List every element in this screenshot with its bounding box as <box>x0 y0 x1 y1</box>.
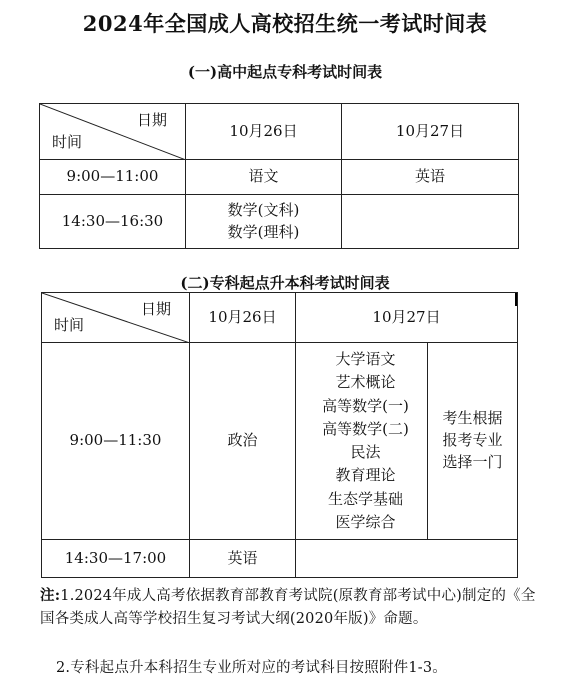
elective-note-cell <box>428 343 518 540</box>
date-label: 日期 <box>140 300 171 318</box>
note-line: 报考专业 <box>442 431 503 450</box>
note-line: 选择一门 <box>442 452 503 471</box>
subject-cell: 英语 <box>190 540 296 578</box>
table-row <box>40 160 519 195</box>
time-label: 时间 <box>52 133 83 152</box>
table-row <box>42 343 518 540</box>
list-item: 大学语文 <box>335 350 396 368</box>
section1-title: (一)高中起点专科考试时间表 <box>187 63 383 81</box>
subject-cell: 政治 <box>190 343 296 540</box>
empty-cell <box>342 195 519 249</box>
subject-item: 数学(文科) <box>227 200 300 219</box>
list-item: 民法 <box>350 443 381 461</box>
note-2: 2.专科起点升本科招生专业所对应的考试科目按照附件1-3。 <box>56 660 447 676</box>
list-item: 教育理论 <box>335 466 396 485</box>
day2-header: 10月27日 <box>342 104 519 160</box>
list-item: 医学综合 <box>335 512 396 531</box>
time-label: 时间 <box>54 316 85 335</box>
list-item: 生态学基础 <box>327 489 403 508</box>
schedule-table-1 <box>39 103 519 249</box>
note-line: 考生根据 <box>442 409 503 428</box>
empty-cell <box>296 540 518 578</box>
table-row <box>40 195 519 249</box>
note-1-text: 1.2024年成人高考依据教育部教育考试院(原教育部考试中心)制定的《全国各类成人高等学校招生复习考试大纲(2020年版)》命题。 <box>40 588 536 628</box>
note-lead: 注: <box>40 587 61 604</box>
subject-cell: 语文 <box>186 160 342 195</box>
list-item: 艺术概论 <box>335 373 396 392</box>
table-row <box>42 540 518 578</box>
note-1 <box>40 584 545 631</box>
day1-header: 10月26日 <box>186 104 342 160</box>
schedule-table-2 <box>41 292 518 578</box>
subject-item: 数学(理科) <box>227 222 300 241</box>
header-corner-cell <box>42 293 190 343</box>
list-item: 高等数学(一) <box>322 396 409 415</box>
subject-cell: 英语 <box>342 160 519 195</box>
date-label: 日期 <box>136 111 167 129</box>
time-cell: 9:00—11:30 <box>42 343 190 540</box>
table-header-row <box>40 104 519 160</box>
table-header-row <box>42 293 518 343</box>
elective-subject-list <box>296 343 428 540</box>
time-cell: 14:30—16:30 <box>40 195 186 249</box>
list-item: 高等数学(二) <box>322 419 409 438</box>
subject-cell <box>186 195 342 249</box>
page-title: 2024年全国成人高校招生统一考试时间表 <box>82 11 488 36</box>
header-corner-cell <box>40 104 186 160</box>
time-cell: 14:30—17:00 <box>42 540 190 578</box>
day1-header: 10月26日 <box>190 293 296 343</box>
time-cell: 9:00—11:00 <box>40 160 186 195</box>
section2-title: (二)专科起点升本科考试时间表 <box>180 274 390 292</box>
day2-header: 10月27日 <box>296 293 518 343</box>
